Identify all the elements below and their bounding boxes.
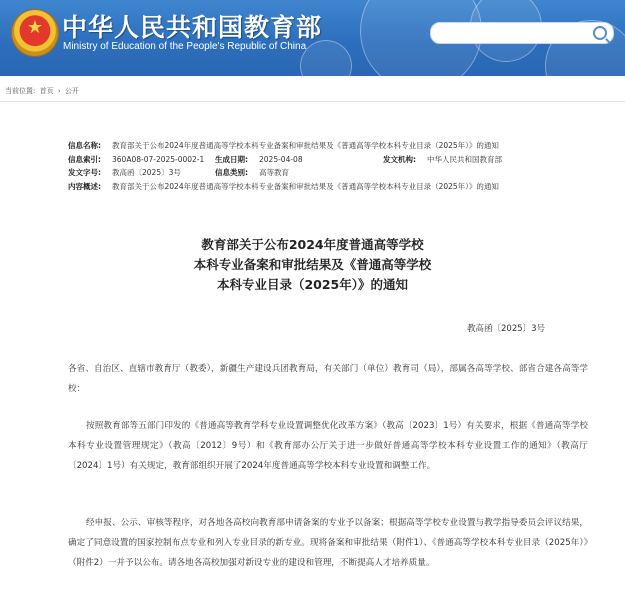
article-title-line: 本科专业备案和审批结果及《普通高等学校 xyxy=(193,257,432,272)
article-paragraph: 各省、自治区、直辖市教育厅（教委），新疆生产建设兵团教育局，有关部门（单位）教育司（局），部属各高等学校、部省合建各高等学校： xyxy=(68,364,588,394)
decor-bubble xyxy=(300,40,352,76)
site-title[interactable]: 中华人民共和国教育部 xyxy=(62,13,323,42)
meta-name-label: 信息名称: xyxy=(68,141,101,150)
meta-row-name xyxy=(68,139,608,153)
article-title xyxy=(0,235,625,295)
meta-summary-value: 教育部关于公布2024年度普通高等学校本科专业备案和审批结果及《普通高等学校本科专业目录（2025年）》的通知 xyxy=(112,181,499,191)
meta-type-label: 信息类别: xyxy=(215,168,248,177)
meta-docno-label: 发文字号: xyxy=(68,168,101,177)
meta-row-docno xyxy=(68,166,608,180)
meta-date-value: 2025-04-08 xyxy=(259,154,303,164)
document-number: 教高函〔2025〕3号 xyxy=(467,324,546,334)
breadcrumb-home[interactable]: 首页 xyxy=(39,87,54,95)
breadcrumb-separator: › xyxy=(57,87,61,95)
search-placeholder xyxy=(439,26,459,41)
article-paragraph: 经申报、公示、审核等程序，对各地各高校向教育部申请备案的专业予以备案；根据高等学校专业设置与教学指导委员会评议结果，确定了同意设置的国家控制布点专业和列入专业目录的新专业。现将备案和审批结果（附件1）、《普通高等学校本科专业目录（2025年）》（附件2）一并予以公布。请各地各高校加强对新设专业的建设和管理，不断提高人才培养质量。 xyxy=(68,518,588,568)
meta-summary-label: 内容概述: xyxy=(68,181,101,191)
article-title-line: 本科专业目录（2025年）》的通知 xyxy=(216,277,409,292)
meta-org-value: 中华人民共和国教育部 xyxy=(427,154,502,164)
meta-row-index xyxy=(68,153,608,167)
meta-docno-value: 教高函〔2025〕3号 xyxy=(112,168,181,177)
meta-index-value: 360A08-07-2025-0002-1 xyxy=(112,154,205,164)
breadcrumb-label: 当前位置: xyxy=(5,87,36,95)
info-metadata xyxy=(68,139,608,193)
article-title-line: 教育部关于公布2024年度普通高等学校 xyxy=(201,237,424,252)
search-box[interactable] xyxy=(430,22,614,44)
breadcrumb xyxy=(5,86,81,96)
site-subtitle: Ministry of Education of the People's Republic of China xyxy=(63,41,307,52)
meta-org-label: 发文机构: xyxy=(383,154,416,164)
national-emblem-icon[interactable]: ★ xyxy=(12,10,58,56)
breadcrumb-current[interactable]: 公开 xyxy=(64,87,79,95)
divider xyxy=(0,101,625,102)
meta-row-summary xyxy=(68,180,608,194)
meta-index-label: 信息索引: xyxy=(68,154,101,164)
meta-type-value: 高等教育 xyxy=(259,168,289,177)
site-header xyxy=(0,0,625,76)
search-icon[interactable] xyxy=(593,26,607,40)
meta-date-label: 生成日期: xyxy=(215,154,248,164)
article-paragraph: 按照教育部等五部门印发的《普通高等教育学科专业设置调整优化改革方案》（教高〔2023〕1号）有关要求，根据《普通高等学校本科专业设置管理规定》（教高〔2012〕9号）和《教育部办公厅关于进一步做好普通高等学校本科专业设置工作的通知》（教高厅〔2024〕1号）有关规定，教育部组织开展了2024年度普通高等学校本科专业设置和调整工作。 xyxy=(68,421,588,471)
meta-name-value: 教育部关于公布2024年度普通高等学校本科专业备案和审批结果及《普通高等学校本科专业目录（2025年）》的通知 xyxy=(112,141,499,150)
